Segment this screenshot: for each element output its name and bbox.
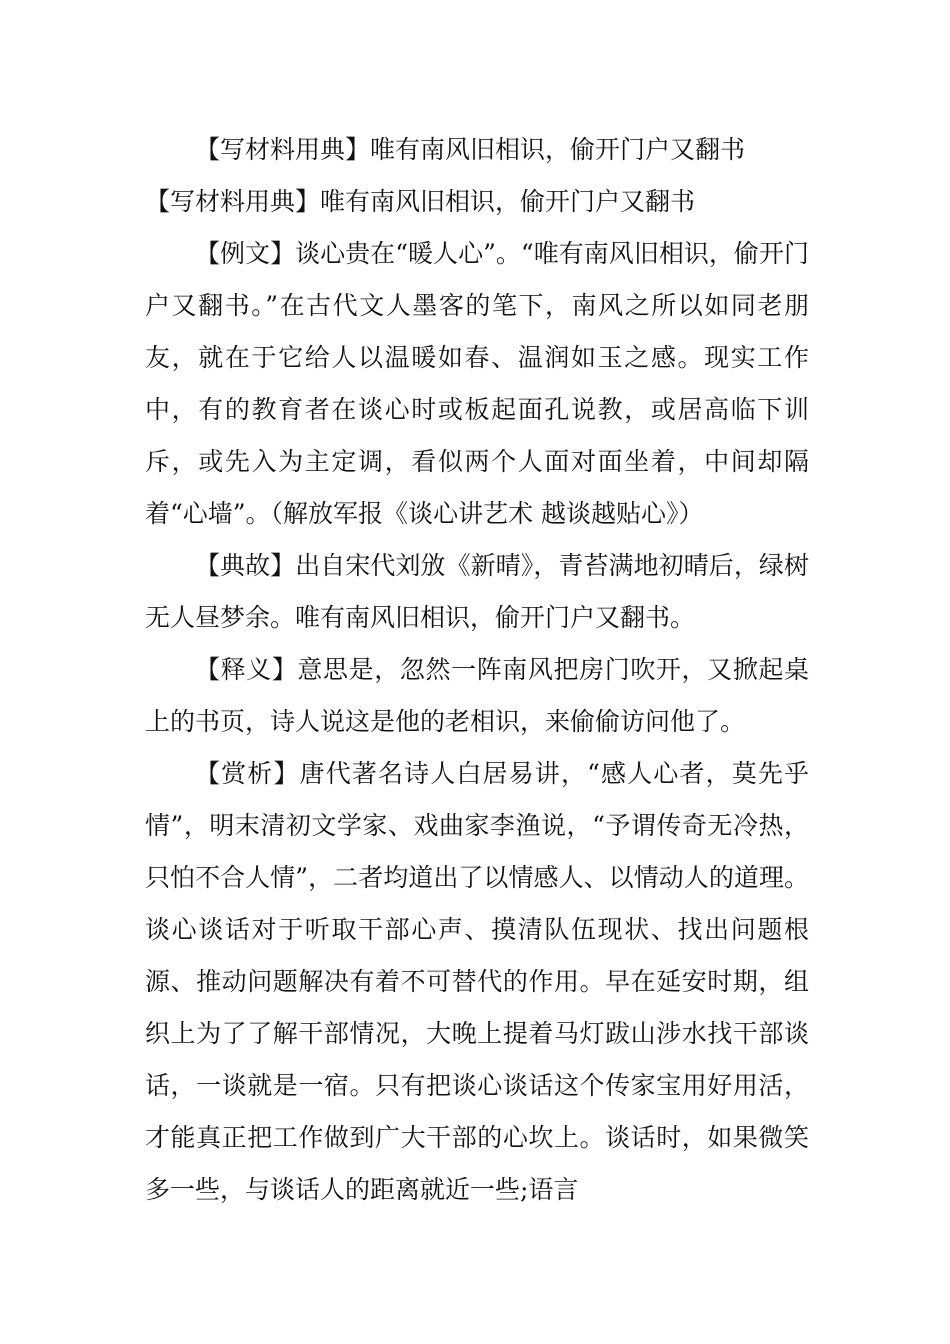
paragraph-example: 【例文】谈心贵在“暖人心”。“唯有南风旧相识，偷开门户又翻书。”在古代文人墨客的笔下，南风之所以如同老朋友，就在于它给人以温暖如春、温润如玉之感。现实工作中，有的教育者在谈心时或板起面孔说教，或居高临下训斥，或先入为主定调，看似两个人面对面坐着，中间却隔着“心墙”。（解放军报《谈心讲艺术 越谈越贴心》） [145,239,809,528]
paragraph-appreciation: 【赏析】唐代著名诗人白居易讲，“感人心者，莫先乎情”，明末清初文学家、戏曲家李渔说，“予谓传奇无冷热，只怕不合人情”，二者均道出了以情感人、以情动人的道理。谈心谈话对于听取干部心声、摸清队伍现状、找出问题根源、推动问题解决有着不可替代的作用。早在延安时期，组织上为了了解干部情况，大晚上提着马灯跋山涉水找干部谈话，一谈就是一宿。只有把谈心谈话这个传家宝用好用活，才能真正把工作做到广大干部的心坎上。谈话时，如果微笑多一些，与谈话人的距离就近一些;语言 [145,759,809,1204]
document-body [145,124,809,1216]
document-title: 【写材料用典】唯有南风旧相识，偷开门户又翻书 [195,135,746,164]
paragraph-allusion: 【典故】出自宋代刘攽《新晴》，青苔满地初晴后，绿树无人昼梦余。唯有南风旧相识，偷开门户又翻书。 [145,551,809,632]
paragraph-meaning: 【释义】意思是，忽然一阵南风把房门吹开，又掀起桌上的书页，诗人说这是他的老相识，来偷偷访问他了。 [145,655,809,736]
document-subtitle: 【写材料用典】唯有南风旧相识，偷开门户又翻书 [145,187,696,216]
